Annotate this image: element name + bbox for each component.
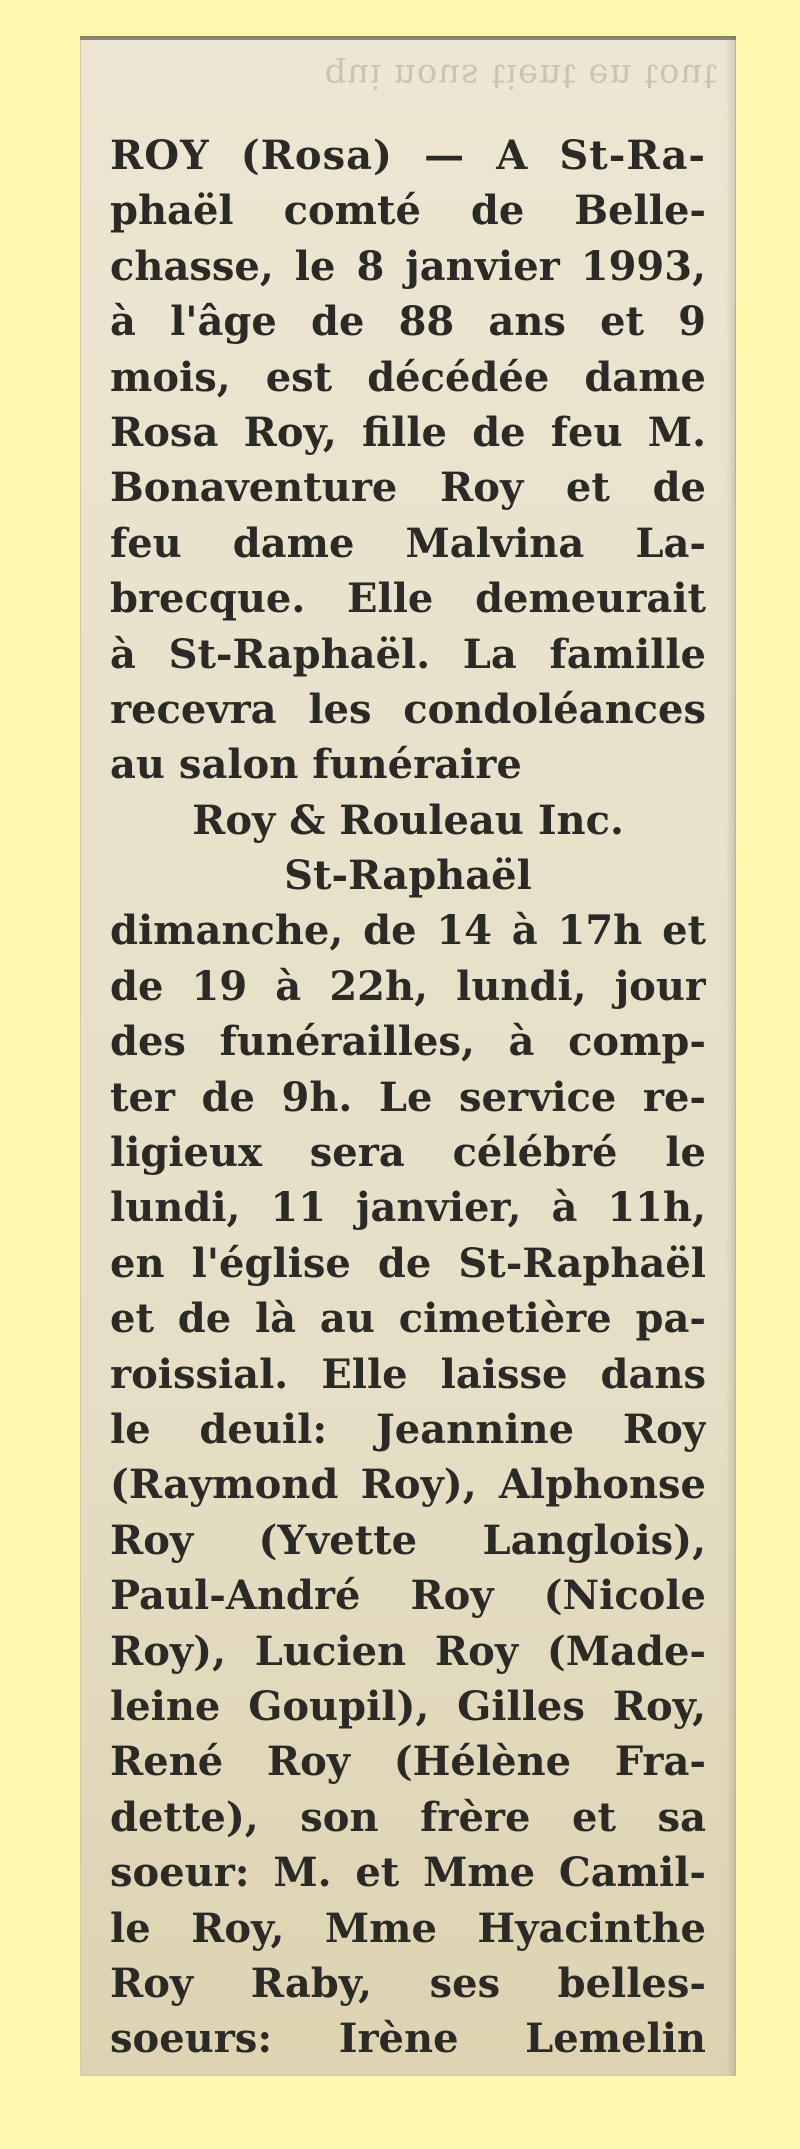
obituary-line: feu dame Malvina La- [110, 519, 706, 567]
obituary-line: à St-Raphaël. La famille [110, 630, 706, 678]
obituary-line: Roy), Lucien Roy (Made- [110, 1627, 706, 1675]
obituary-line: de 19 à 22h, lundi, jour [110, 962, 706, 1010]
obituary-line: phaël comté de Belle- [110, 187, 706, 235]
obituary-line: roissial. Elle laisse dans [110, 1350, 706, 1398]
obituary-line: René Roy (Hélène Fra- [110, 1738, 706, 1786]
obituary-line: brecque. Elle demeurait [110, 575, 706, 623]
obituary-line: leine Goupil), Gilles Roy, [110, 1682, 706, 1730]
obituary-line: lundi, 11 janvier, à 11h, [110, 1184, 706, 1232]
obituary-line: au salon funéraire [110, 741, 522, 789]
obituary-line: le Roy, Mme Hyacinthe [110, 1904, 706, 1952]
obituary-line: dette), son frère et sa [110, 1793, 706, 1841]
obituary-line: ROY (Rosa) — A St-Ra- [110, 132, 706, 179]
obituary-line: mois, est décédée dame [110, 353, 706, 401]
funeral-home-location: St-Raphaël [284, 852, 532, 900]
obituary-line: (Raymond Roy), Alphonse [110, 1461, 706, 1509]
obituary-line: Roy Raby, ses belles- [110, 1959, 706, 2007]
obituary-line: Bonaventure Roy et de [110, 464, 706, 512]
obituary-line: soeurs: Irène Lemelin [110, 2015, 706, 2063]
obituary-line: des funérailles, à comp- [110, 1018, 706, 1066]
obituary-line: à l'âge de 88 ans et 9 [110, 298, 706, 346]
obituary-line: chasse, le 8 janvier 1993, [110, 242, 706, 290]
obituary-line: le deuil: Jeannine Roy [110, 1405, 706, 1453]
obituary-line: Rosa Roy, fille de feu M. [110, 408, 706, 456]
obituary-line: recevra les condoléances [110, 685, 706, 733]
obituary-line: Roy (Yvette Langlois), [110, 1516, 706, 1564]
funeral-home-name: Roy & Rouleau Inc. [192, 796, 624, 844]
obituary-line: soeur: M. et Mme Camil- [110, 1849, 706, 1897]
obituary-line: Paul-André Roy (Nicole [110, 1572, 706, 1620]
obituary-line: dimanche, de 14 à 17h et [110, 907, 706, 955]
obituary-text [110, 128, 706, 2067]
bleed-through-text: qui nous tient en tout [324, 56, 718, 96]
newspaper-clipping [80, 36, 736, 2076]
obituary-line: et de là au cimetière pa- [110, 1295, 706, 1343]
obituary-line: en l'église de St-Raphaël [110, 1239, 706, 1287]
obituary-line: ter de 9h. Le service re- [110, 1073, 706, 1121]
obituary-line: ligieux sera célébré le [110, 1129, 706, 1177]
